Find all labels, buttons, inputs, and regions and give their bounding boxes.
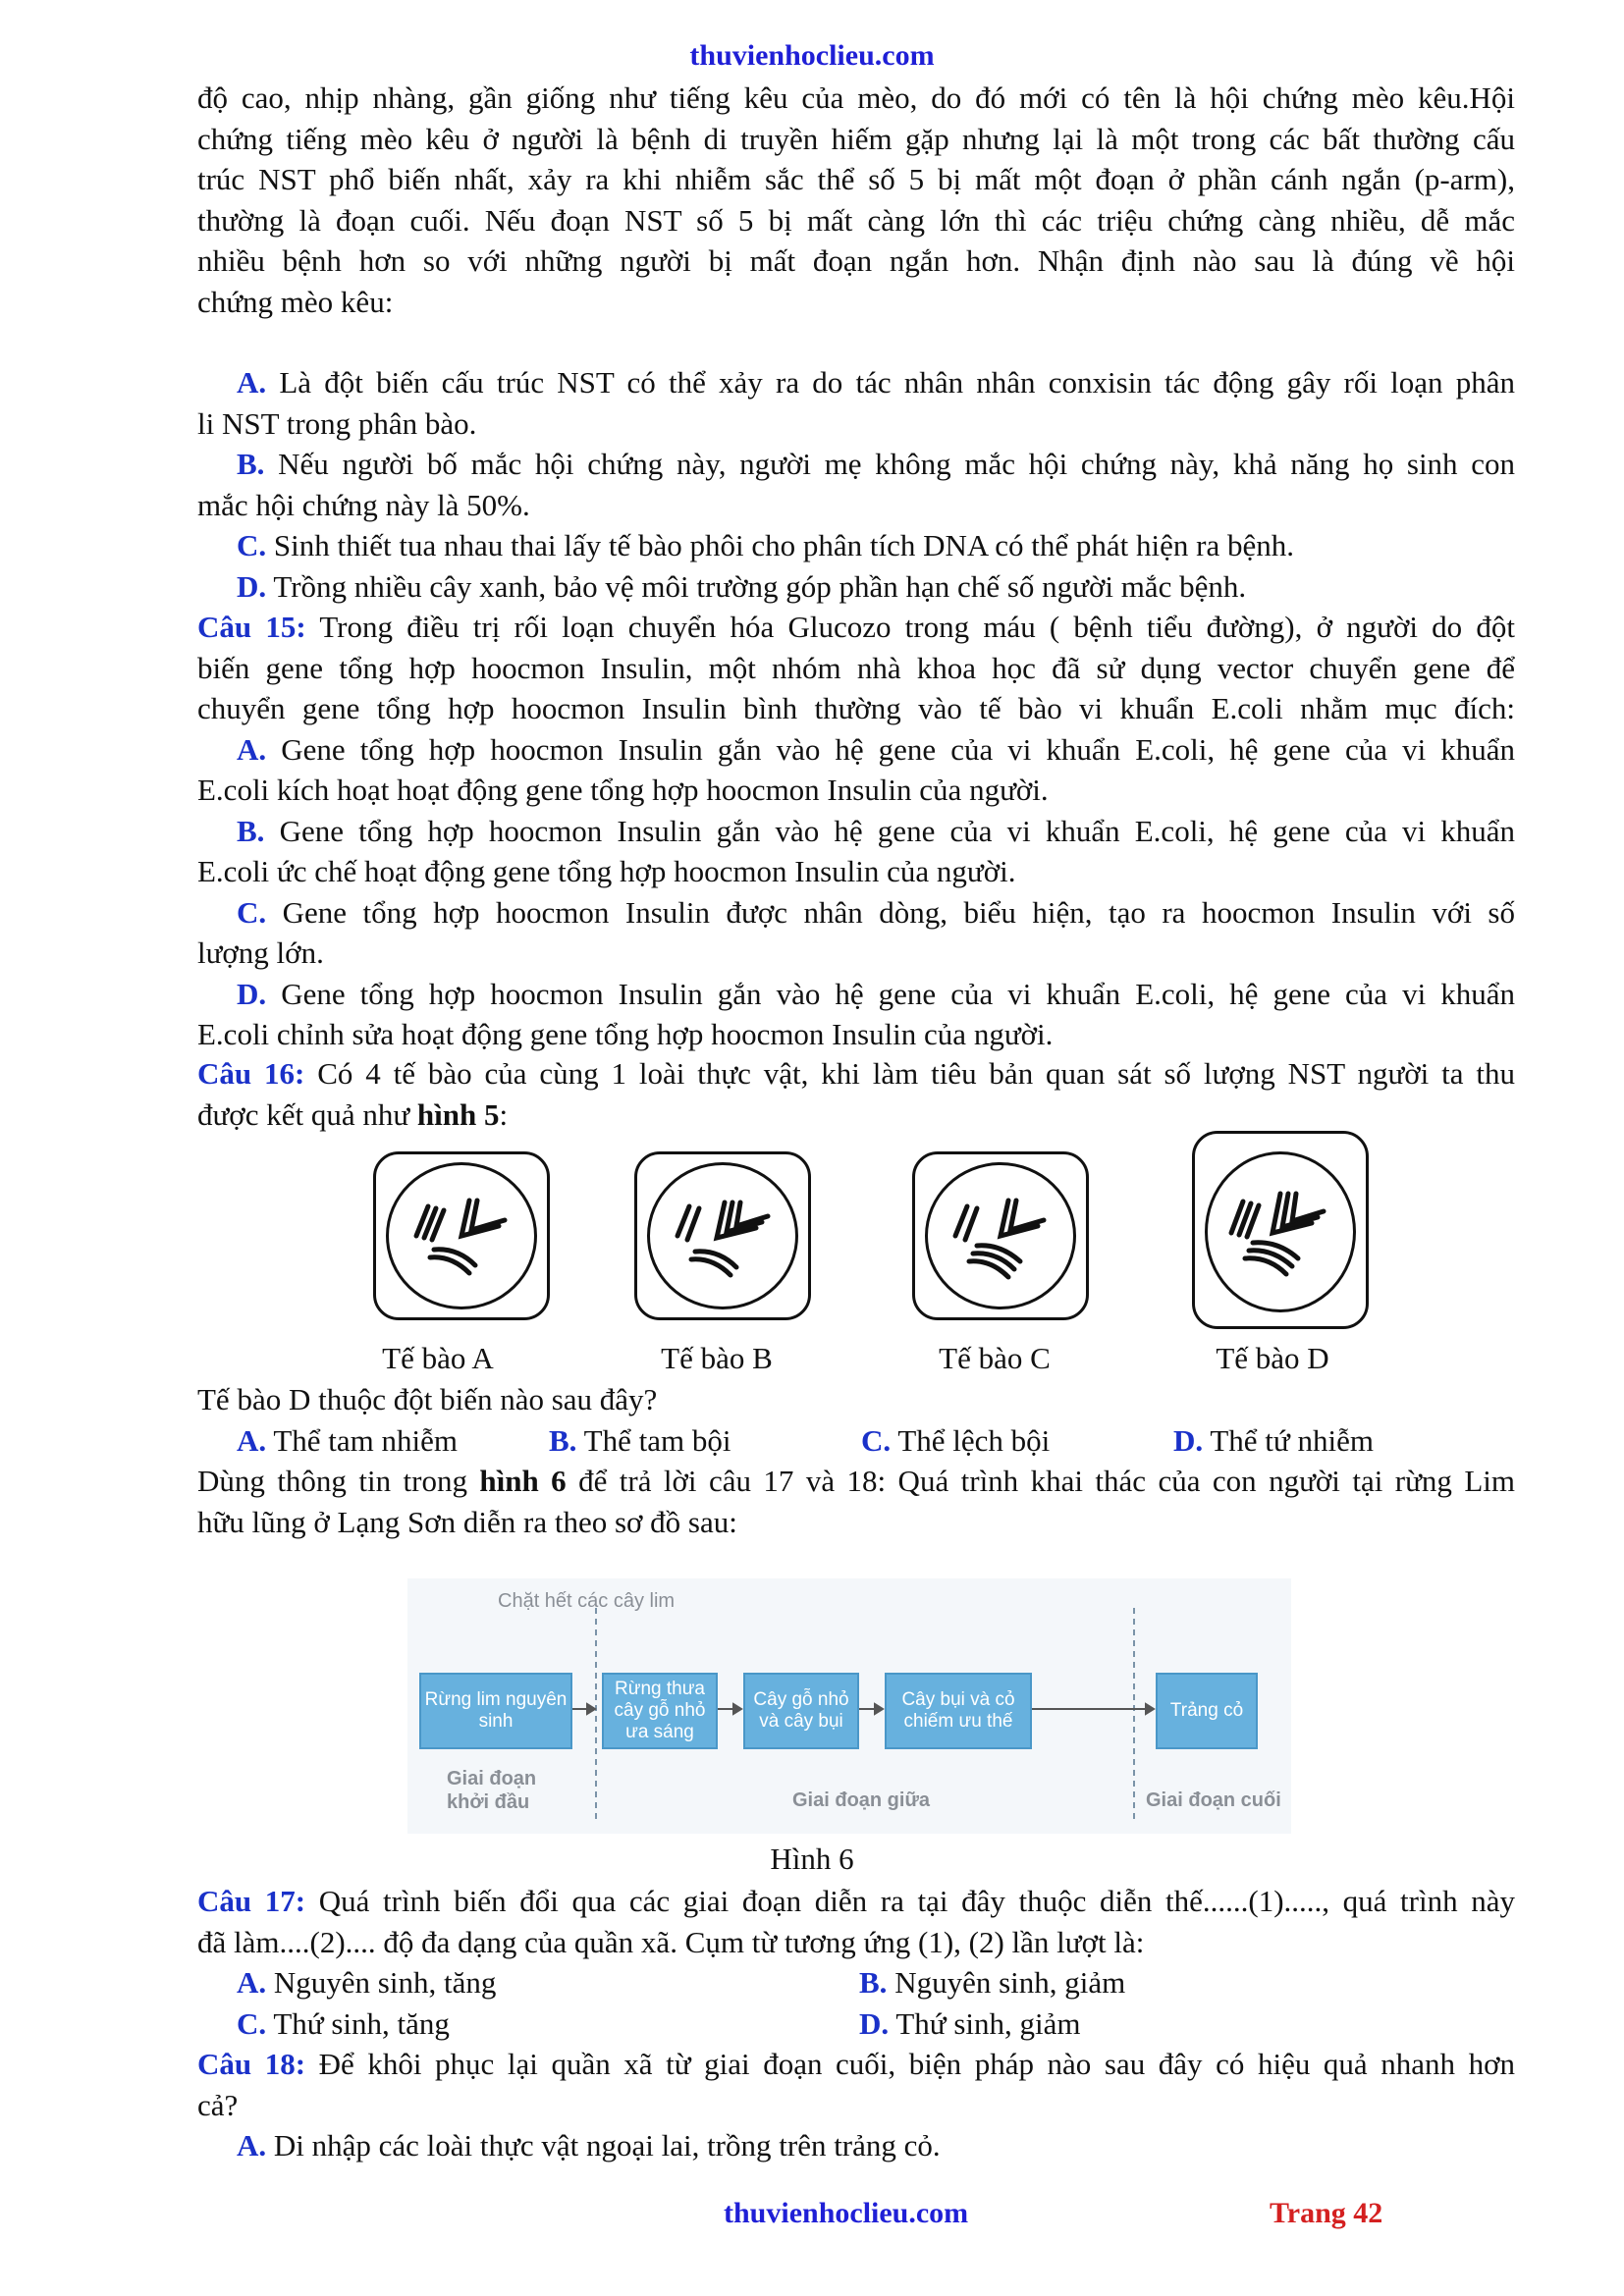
option-b xyxy=(859,1962,1125,2003)
option-label: C. xyxy=(237,894,267,930)
cell-a-image xyxy=(373,1151,550,1320)
q15-line: biến gene tổng hợp hoocmon Insulin, một nhóm nhà khoa học đã sử dụng vector chuyển gene để xyxy=(197,650,1515,685)
cell-label-c: Tế bào C xyxy=(939,1341,1051,1375)
stage-label-start: Giai đoạn khởi đầu xyxy=(447,1768,537,1813)
option-d-line2: E.coli chỉnh sửa hoạt động gene tổng hợp hoocmon Insulin của người. xyxy=(197,1017,1054,1051)
option-c xyxy=(237,2003,859,2045)
option-a-line2: li NST trong phân bào. xyxy=(197,405,477,441)
option-text: Nếu người bố mắc hội chứng này, người mẹ không mắc hội chứng này, khả năng họ sinh con xyxy=(278,447,1515,481)
option-a-line xyxy=(197,729,1515,771)
q16-line2 xyxy=(197,1095,1515,1136)
option-c-line xyxy=(197,525,1515,566)
text-line: nhiều bệnh hơn so với những người bị mất đoạn ngắn hơn. Nhận định nào sau là đúng về hội xyxy=(197,243,1515,278)
stage-box-4: Cây bụi và cỏ chiếm ưu thế xyxy=(885,1673,1032,1749)
text-span: được kết quả như xyxy=(197,1096,417,1132)
figure-ref: hình 6 xyxy=(479,1464,567,1498)
q16-question: Tế bào D thuộc đột biến nào sau đây? xyxy=(197,1382,658,1416)
q17-line2: đã làm....(2).... độ đa dạng của quần xã. Cụm từ tương ứng (1), (2) lần lượt là: xyxy=(197,1924,1145,1959)
option-text: Di nhập các loài thực vật ngoại lai, trồng trên trảng cỏ. xyxy=(273,2128,941,2163)
option-label: D. xyxy=(1173,1422,1204,1458)
option-text: Sinh thiết tua nhau thai lấy tế bào phôi cho phân tích DNA có thể phát hiện ra bệnh. xyxy=(273,528,1294,562)
q18-line xyxy=(197,2044,1515,2085)
option-label: A. xyxy=(237,365,267,400)
option-text: Thứ sinh, tăng xyxy=(273,2005,450,2041)
q17-options-row2 xyxy=(197,2003,1515,2045)
q17-line xyxy=(197,1881,1515,1922)
option-c-line2: lượng lớn. xyxy=(197,935,324,970)
q16-question-block xyxy=(197,1379,1515,1542)
q16-line xyxy=(197,1053,1515,1095)
text-span: để trả lời câu 17 và 18: Quá trình khai thác của con người tại rừng Lim xyxy=(566,1464,1515,1498)
question-17 xyxy=(197,1881,1515,2044)
option-b-line2: E.coli ức chế hoạt động gene tổng hợp hoocmon Insulin của người. xyxy=(197,854,1016,888)
question-18 xyxy=(197,2044,1515,2166)
option-label: C. xyxy=(861,1422,892,1458)
option-label: A. xyxy=(237,1422,267,1458)
page-number: Trang 42 xyxy=(1270,2197,1383,2229)
question-label: Câu 15: xyxy=(197,610,306,644)
option-text: Thể lệch bội xyxy=(897,1422,1051,1458)
option-d xyxy=(1173,1420,1468,1462)
option-b-line xyxy=(197,811,1515,852)
option-label: B. xyxy=(859,1965,888,2000)
q17-options-row1 xyxy=(197,1962,1515,2003)
option-a-line2: E.coli kích hoạt hoạt động gene tổng hợp hoocmon Insulin của người. xyxy=(197,773,1049,807)
cell-label-b: Tế bào B xyxy=(661,1341,773,1375)
option-d-line xyxy=(197,566,1515,608)
cell-label-a: Tế bào A xyxy=(382,1341,494,1375)
stage-label-end: Giai đoạn cuối xyxy=(1146,1789,1281,1811)
q16-options xyxy=(197,1420,1515,1462)
option-text: Là đột biến cấu trúc NST có thể xảy ra do tác nhân nhân conxisin tác động gây rối loạn phân xyxy=(279,365,1516,400)
figure-ref: hình 5 xyxy=(416,1096,500,1132)
question-15 xyxy=(197,607,1515,1055)
option-label: D. xyxy=(237,568,267,604)
option-c xyxy=(861,1420,1173,1462)
option-label: B. xyxy=(237,447,265,481)
option-text: Thể tam nhiễm xyxy=(273,1422,459,1458)
question-text: Có 4 tế bào của cùng 1 loài thực vật, khi làm tiêu bản quan sát số lượng NST người ta thu xyxy=(304,1056,1516,1091)
question-label: Câu 16: xyxy=(197,1056,305,1091)
option-label: B. xyxy=(237,813,265,848)
option-a xyxy=(237,1962,859,2003)
question-text: Trong điều trị rối loạn chuyển hóa Glucozo trong máu ( bệnh tiểu đường), ở người do đột xyxy=(319,610,1516,644)
text-line: trúc NST phổ biến nhất, xảy ra khi nhiễm sắc thể số 5 bị mất một đoạn ở phần cánh ngắn (p-arm), xyxy=(197,162,1515,196)
option-d-line xyxy=(197,974,1515,1015)
text-line: thường là đoạn cuối. Nếu đoạn NST số 5 bị mất càng lớn thì các triệu chứng càng nhiều, dễ mắc xyxy=(197,202,1515,238)
text-span: Dùng thông tin trong xyxy=(197,1464,480,1498)
option-text: Thể tứ nhiễm xyxy=(1210,1422,1374,1458)
option-label: A. xyxy=(237,2128,267,2163)
figure-6-diagram xyxy=(407,1578,1291,1834)
question-label: Câu 17: xyxy=(197,1884,306,1918)
stage-box-2: Rừng thưa cây gỗ nhỏ ưa sáng xyxy=(602,1673,718,1749)
option-text: Thể tam bội xyxy=(583,1422,731,1458)
option-text: Thứ sinh, giảm xyxy=(895,2005,1081,2041)
option-b-line xyxy=(197,444,1515,485)
option-text: Gene tổng hợp hoocmon Insulin gắn vào hệ gene của vi khuẩn E.coli, hệ gene của vi khuẩn xyxy=(281,731,1515,767)
chromosome-icon xyxy=(912,1151,1083,1314)
option-label: B. xyxy=(549,1422,577,1458)
option-label: D. xyxy=(859,2005,890,2041)
figure-note: Chặt hết các cây lim xyxy=(498,1590,676,1612)
text-line: chứng tiếng mèo kêu ở người là bệnh di truyền hiếm gặp nhưng lại là một trong các bất thường cấu xyxy=(197,121,1515,156)
chromosome-icon xyxy=(634,1151,805,1314)
stage-box-5: Trảng cỏ xyxy=(1156,1673,1258,1749)
option-a xyxy=(237,1420,549,1462)
stage-box-3: Cây gỗ nhỏ và cây bụi xyxy=(743,1673,859,1749)
figure-6-caption: Hình 6 xyxy=(770,1842,854,1876)
option-a-line xyxy=(197,2125,1515,2166)
stage-label-middle: Giai đoạn giữa xyxy=(792,1789,931,1811)
option-c-line xyxy=(197,892,1515,934)
option-b xyxy=(549,1420,861,1462)
option-label: D. xyxy=(237,976,267,1011)
question-16 xyxy=(197,1053,1515,1135)
q15-line xyxy=(197,607,1515,648)
option-text: Trồng nhiều cây xanh, bảo vệ môi trường góp phần hạn chế số người mắc bệnh. xyxy=(273,568,1247,604)
stage-box-1: Rừng lim nguyên sinh xyxy=(419,1673,572,1749)
text-line: chứng mèo kêu: xyxy=(197,284,394,319)
info-line xyxy=(197,1461,1515,1502)
option-text: Nguyên sinh, tăng xyxy=(273,1965,497,2000)
q18-line2: cả? xyxy=(197,2087,239,2122)
option-label: A. xyxy=(237,1965,267,2000)
question-text: Để khôi phục lại quần xã từ giai đoạn cuối, biện pháp nào sau đây có hiệu quả nhanh hơn xyxy=(305,2047,1516,2081)
option-d xyxy=(859,2003,1081,2045)
header-site: thuvienhoclieu.com xyxy=(689,39,935,72)
option-b-line2: mắc hội chứng này là 50%. xyxy=(197,487,530,522)
option-text: Gene tổng hợp hoocmon Insulin gắn vào hệ gene của vi khuẩn E.coli, hệ gene của vi khuẩn xyxy=(281,976,1515,1011)
cell-c-image xyxy=(912,1151,1089,1320)
option-text: Gene tổng hợp hoocmon Insulin được nhân dòng, biểu hiện, tạo ra hoocmon Insulin với số xyxy=(282,894,1515,930)
text-line: độ cao, nhịp nhàng, gần giống như tiếng kêu của mèo, do đó mới có tên là hội chứng mèo kêu.Hội xyxy=(197,80,1515,115)
chromosome-icon xyxy=(1192,1131,1363,1323)
cell-label-d: Tế bào D xyxy=(1216,1341,1329,1375)
info-line2: hữu lũng ở Lạng Sơn diễn ra theo sơ đồ sau: xyxy=(197,1504,737,1539)
question-text: Quá trình biến đổi qua các giai đoạn diễn ra tại đây thuộc diễn thế......(1)....., quá trình này xyxy=(305,1884,1515,1918)
text-span: : xyxy=(499,1096,509,1132)
intro-paragraph xyxy=(197,78,1515,322)
q15-line: chuyển gene tổng hợp hoocmon Insulin bình thường vào tế bào vi khuẩn E.coli nhằm mục đích: xyxy=(197,691,1515,725)
option-label: A. xyxy=(237,731,267,767)
question-label: Câu 18: xyxy=(197,2047,306,2081)
option-text: Nguyên sinh, giảm xyxy=(894,1965,1126,2000)
option-label: C. xyxy=(237,528,267,562)
option-label: C. xyxy=(237,2005,267,2041)
cell-b-image xyxy=(634,1151,811,1320)
q14-options xyxy=(197,362,1515,607)
cell-d-image xyxy=(1192,1131,1369,1329)
option-a-line xyxy=(197,362,1515,403)
footer-site: thuvienhoclieu.com xyxy=(724,2197,969,2229)
option-text: Gene tổng hợp hoocmon Insulin gắn vào hệ gene của vi khuẩn E.coli, hệ gene của vi khuẩn xyxy=(279,813,1515,848)
chromosome-icon xyxy=(373,1151,544,1314)
